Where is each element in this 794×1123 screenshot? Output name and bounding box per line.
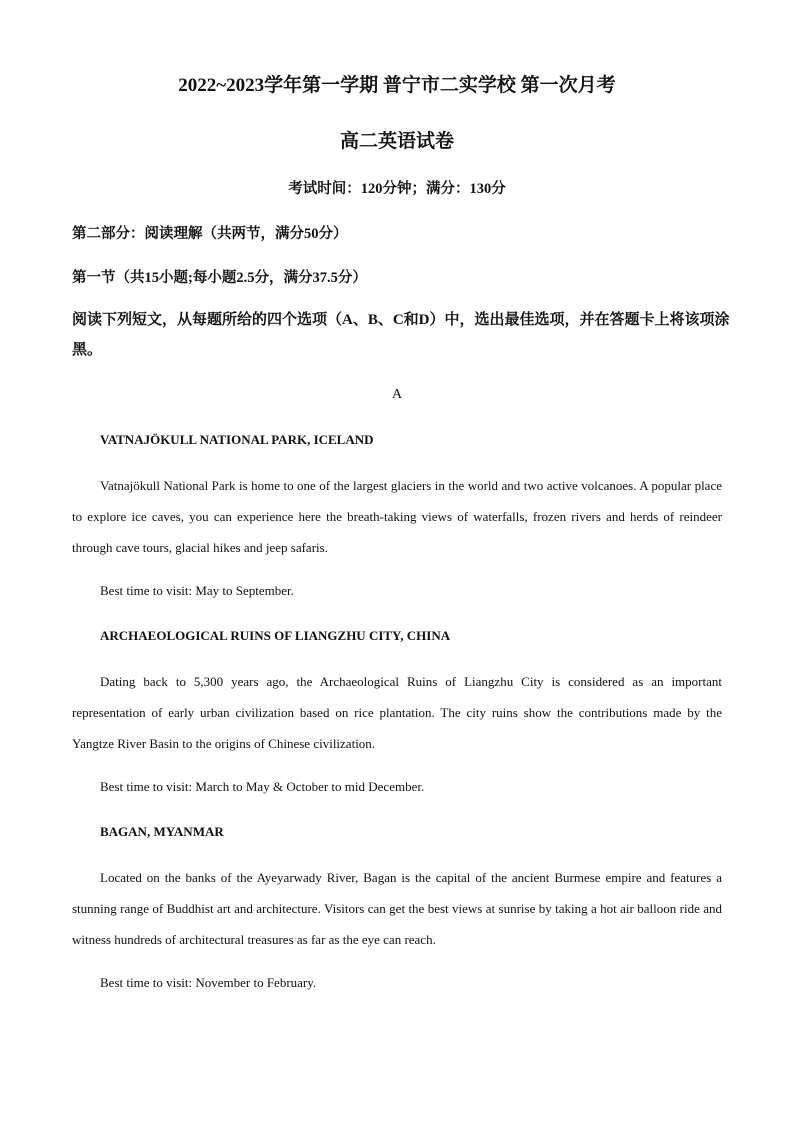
exam-info: 考试时间：120分钟；满分：130分 xyxy=(288,181,506,197)
best-time: Best time to visit: March to May & October to mid December. xyxy=(100,779,425,794)
best-time: Best time to visit: May to September. xyxy=(100,583,294,598)
passage-letter: A xyxy=(391,387,403,402)
place-description: Vatnajökull National Park is home to one of the largest glaciers in the world and two active volcanoes. A popular place to explore ice caves, you can experience here the breath-taking views of waterfalls, frozen rivers and herds of reindeer through cave tours, glacial hikes and jeep safaris. xyxy=(72,478,722,555)
exam-subtitle: 高二英语试卷 xyxy=(339,131,454,152)
best-time: Best time to visit: November to February. xyxy=(100,975,317,990)
instructions: 阅读下列短文，从每题所给的四个选项（A、B、C和D）中，选出最佳选项，并在答题卡上将该项涂黑。 xyxy=(72,312,730,358)
section-title: 第一节（共15小题;每小题2.5分，满分37.5分） xyxy=(72,270,367,286)
place-heading: VATNAJÖKULL NATIONAL PARK, ICELAND xyxy=(100,432,374,447)
exam-title: 2022~2023学年第一学期 普宁市二实学校 第一次月考 xyxy=(178,75,616,96)
place-description: Dating back to 5,300 years ago, the Archaeological Ruins of Liangzhu City is considered as an important representation of early urban civilization based on rice plantation. The city ruins show the contributions made by the Yangtze River Basin to the origins of Chinese civilization. xyxy=(72,674,722,751)
place-description: Located on the banks of the Ayeyarwady River, Bagan is the capital of the ancient Burmese empire and features a stunning range of Buddhist art and architecture. Visitors can get the best views at sunrise by taking a hot air balloon ride and witness hundreds of architectural treasures as far as the eye can reach. xyxy=(72,870,722,947)
part-title: 第二部分：阅读理解（共两节，满分50分） xyxy=(72,226,348,242)
place-heading: ARCHAEOLOGICAL RUINS OF LIANGZHU CITY, CHINA xyxy=(100,628,451,643)
place-heading: BAGAN, MYANMAR xyxy=(100,824,224,839)
